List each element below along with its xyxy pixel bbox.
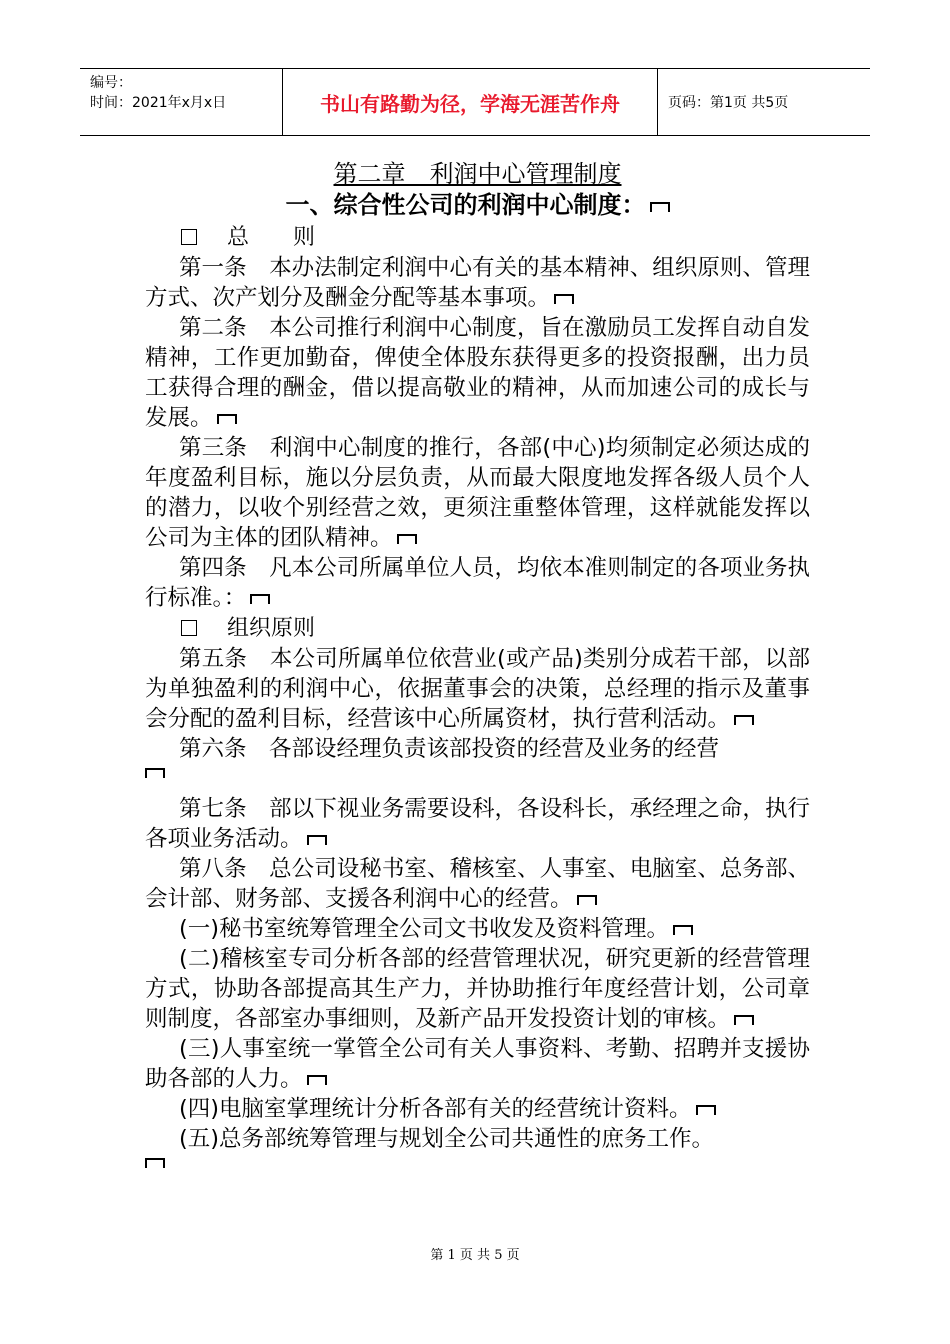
item-2-text: (二)稽核室专司分析各部的经营管理状况，研究更新的经营管理方式，协助各部提高其生产力，并协助推行年度经营计划，公司章则制度，各部室办事细则，及新产品开发投资计划的审核。 [145,946,810,1032]
article-1-text: 第一条 本办法制定利润中心有关的基本精神、组织原则、管理方式、次产划分及酬金分配等基本事项。 [145,255,810,311]
article-3 [145,433,810,553]
article-2-text: 第二条 本公司推行利润中心制度，旨在激励员工发挥自动自发精神，工作更加勤奋，俾使全体股东获得更多的投资报酬，出力员工获得合理的酬金，借以提高敬业的精神，从而加速公司的成长与发展。 [145,315,810,431]
paragraph-mark-icon [145,1158,165,1168]
header-meta [80,69,282,135]
item-2 [145,944,810,1034]
paragraph-mark-icon [217,414,237,424]
header-page-info: 页码：第1页 共5页 [668,95,789,111]
paragraph-mark-icon [145,768,165,778]
paragraph-mark-icon [577,895,597,905]
article-8 [145,854,810,914]
section-organization [145,613,810,644]
chapter-title: 第二章 利润中心管理制度 [333,160,622,188]
paragraph-mark-icon [650,202,670,212]
section-general [145,222,810,253]
paragraph-mark-icon [307,835,327,845]
item-3-text: (三)人事室统一掌管全公司有关人事资料、考勤、招聘并支援协助各部的人力。 [145,1036,810,1092]
item-3 [145,1034,810,1094]
document-body [145,158,810,1184]
article-7 [145,794,810,854]
item-1-text: (一)秘书室统筹管理全公司文书收发及资料管理。 [179,916,670,942]
paragraph-mark-icon [696,1105,716,1115]
checkbox-icon [181,620,197,636]
item-1 [145,914,810,944]
empty-line [145,764,810,794]
article-6-text: 第六条 各部设经理负责该部投资的经营及业务的经营 [179,736,720,762]
section-heading [145,190,810,220]
page-footer: 第 1 页 共 5 页 [430,1248,520,1263]
section-organization-label: 组织原则 [227,616,316,641]
paragraph-mark-icon [397,534,417,544]
paragraph-mark-icon [734,1015,754,1025]
number-label: 编号： [90,75,132,91]
article-1 [145,253,810,313]
article-5-text: 第五条 本公司所属单位依营业(或产品)类别分成若干部，以部为单独盈利的利润中心，依据董事会的决策，总经理的指示及董事会分配的盈利目标，经营该中心所属资材，执行营利活动。 [145,646,810,732]
paragraph-mark-icon [673,925,693,935]
empty-line [145,1154,810,1184]
paragraph-mark-icon [307,1075,327,1085]
time-label: 时间：2021年x月x日 [90,95,227,111]
article-4-text: 第四条 凡本公司所属单位人员，均依本准则制定的各项业务执行标准。： [145,555,810,611]
section-general-label: 总 则 [227,225,316,250]
paragraph-mark-icon [734,715,754,725]
article-8-text: 第八条 总公司设秘书室、稽核室、人事室、电脑室、总务部、会计部、财务部、支援各利润中心的经营。 [145,856,810,912]
paragraph-mark-icon [554,294,574,304]
article-2 [145,313,810,433]
article-5 [145,644,810,734]
article-4 [145,553,810,613]
article-6 [145,734,810,764]
header-motto: 书山有路勤为径，学海无涯苦作舟 [282,69,658,135]
item-4 [145,1094,810,1124]
document-header [80,68,870,136]
item-4-text: (四)电脑室掌理统计分析各部有关的经营统计资料。 [179,1096,692,1122]
article-7-text: 第七条 部以下视业务需要设科，各设科长，承经理之命，执行各项业务活动。 [145,796,810,852]
article-3-text: 第三条 利润中心制度的推行，各部(中心)均须制定必须达成的年度盈利目标，施以分层负责，从而最大限度地发挥各级人员个人的潜力，以收个别经营之效，更须注重整体管理，这样就能发挥以公司为主体的团队精神。 [145,435,810,551]
paragraph-mark-icon [250,594,270,604]
item-5-text: (五)总务部统筹管理与规划全公司共通性的庶务工作。 [179,1126,715,1152]
checkbox-icon [181,229,197,245]
section-heading-text: 一、综合性公司的利润中心制度： [285,191,646,219]
item-5 [145,1124,810,1154]
